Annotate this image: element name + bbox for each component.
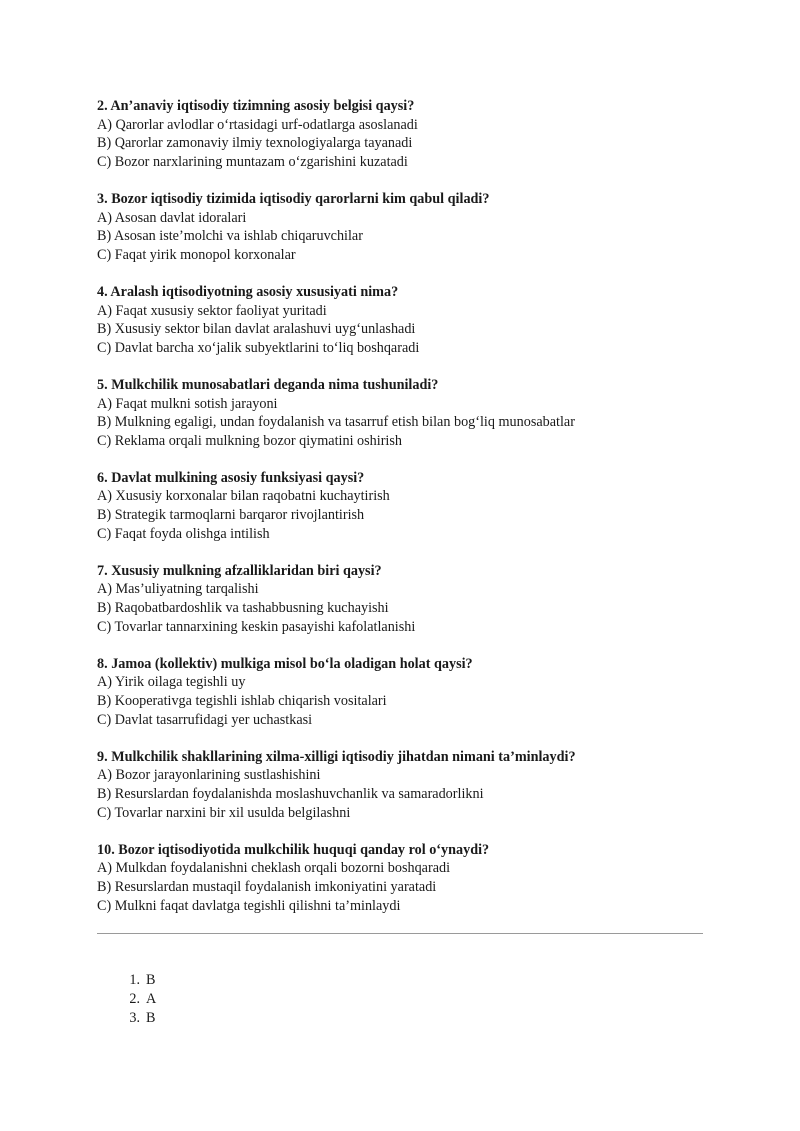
question-block [97,748,707,822]
question-title: 7. Xususiy mulkning afzalliklaridan biri qaysi? [97,562,382,579]
answer-option: C) Tovarlar narxini bir xil usulda belgilashni [97,804,351,821]
answer-option: B) Raqobatbardoshlik va tashabbusning kuchayishi [97,600,389,617]
question-title: 10. Bozor iqtisodiyotida mulkchilik huquqi qanday rol oʻynaydi? [97,841,490,858]
question-block [97,469,707,543]
answer-option: A) Qarorlar avlodlar oʻrtasidagi urf-odatlarga asoslanadi [97,116,418,133]
answer-key-letter: B [146,1010,156,1026]
answer-option: C) Faqat yirik monopol korxonalar [97,246,296,263]
question-title: 3. Bozor iqtisodiy tizimida iqtisodiy qarorlarni kim qabul qiladi? [97,190,490,207]
answer-option: C) Bozor narxlarining muntazam oʻzgarishini kuzatadi [97,153,408,170]
question-title: 9. Mulkchilik shakllarining xilma-xilligi iqtisodiy jihatdan nimani ta’minlaydi? [97,748,576,765]
question-title: 8. Jamoa (kollektiv) mulkiga misol boʻla oladigan holat qaysi? [97,655,473,672]
answer-option: A) Asosan davlat idoralari [97,209,247,226]
answer-key-number: 2. [129,991,140,1007]
answer-option: B) Resurslardan mustaqil foydalanish imkoniyatini yaratadi [97,878,437,895]
answer-option: A) Mulkdan foydalanishni cheklash orqali bozorni boshqaradi [97,860,451,877]
answer-option: A) Mas’uliyatning tarqalishi [97,581,259,598]
question-title: 5. Mulkchilik munosabatlari deganda nima tushuniladi? [97,376,439,393]
question-title: 6. Davlat mulkining asosiy funksiyasi qaysi? [97,469,365,486]
answer-option: B) Resurslardan foydalanishda moslashuvchanlik va samaradorlikni [97,785,484,802]
answer-option: A) Yirik oilaga tegishli uy [97,674,246,691]
answer-option: B) Qarorlar zamonaviy ilmiy texnologiyalarga tayanadi [97,135,413,152]
question-title: 4. Aralash iqtisodiyotning asosiy xususiyati nima? [97,283,399,300]
question-title: 2. An’anaviy iqtisodiy tizimning asosiy belgisi qaysi? [97,98,415,114]
answer-key-number: 1. [129,972,140,988]
answer-option: B) Mulkning egaligi, undan foydalanish va tasarruf etish bilan bogʻliq munosabatlar [97,414,575,431]
answer-option: C) Davlat barcha xoʻjalik subyektlarini toʻliq boshqaradi [97,339,420,356]
section-divider [97,933,703,934]
answer-option: C) Mulkni faqat davlatga tegishli qilishni ta’minlaydi [97,897,401,914]
answer-option: B) Strategik tarmoqlarni barqaror rivojlantirish [97,507,365,524]
answer-key-item [118,971,156,990]
answer-option: A) Faqat xususiy sektor faoliyat yuritadi [97,302,327,319]
answer-option: C) Faqat foyda olishga intilish [97,525,270,542]
answer-key-list [118,971,156,1028]
question-block [97,190,707,264]
answer-option: A) Bozor jarayonlarining sustlashishini [97,767,321,784]
question-block [97,562,707,636]
question-block [97,97,707,171]
answer-option: B) Kooperativga tegishli ishlab chiqarish vositalari [97,693,387,709]
answer-option: B) Asosan iste’molchi va ishlab chiqaruvchilar [97,228,363,245]
answer-key-letter: B [146,972,156,988]
question-block [97,283,707,357]
answer-key-letter: A [146,991,157,1007]
question-list [97,97,707,934]
answer-key-number: 3. [129,1010,140,1026]
answer-option: A) Xususiy korxonalar bilan raqobatni kuchaytirish [97,488,390,505]
answer-option: C) Tovarlar tannarxining keskin pasayishi kafolatlanishi [97,618,416,635]
answer-key-item [118,990,156,1009]
answer-key-item [118,1009,156,1028]
answer-option: C) Davlat tasarrufidagi yer uchastkasi [97,711,313,728]
answer-option: B) Xususiy sektor bilan davlat aralashuvi uygʻunlashadi [97,321,416,338]
answer-option: C) Reklama orqali mulkning bozor qiymatini oshirish [97,432,402,449]
question-block [97,376,707,450]
question-block [97,655,707,729]
question-block [97,841,707,915]
answer-option: A) Faqat mulkni sotish jarayoni [97,395,278,412]
